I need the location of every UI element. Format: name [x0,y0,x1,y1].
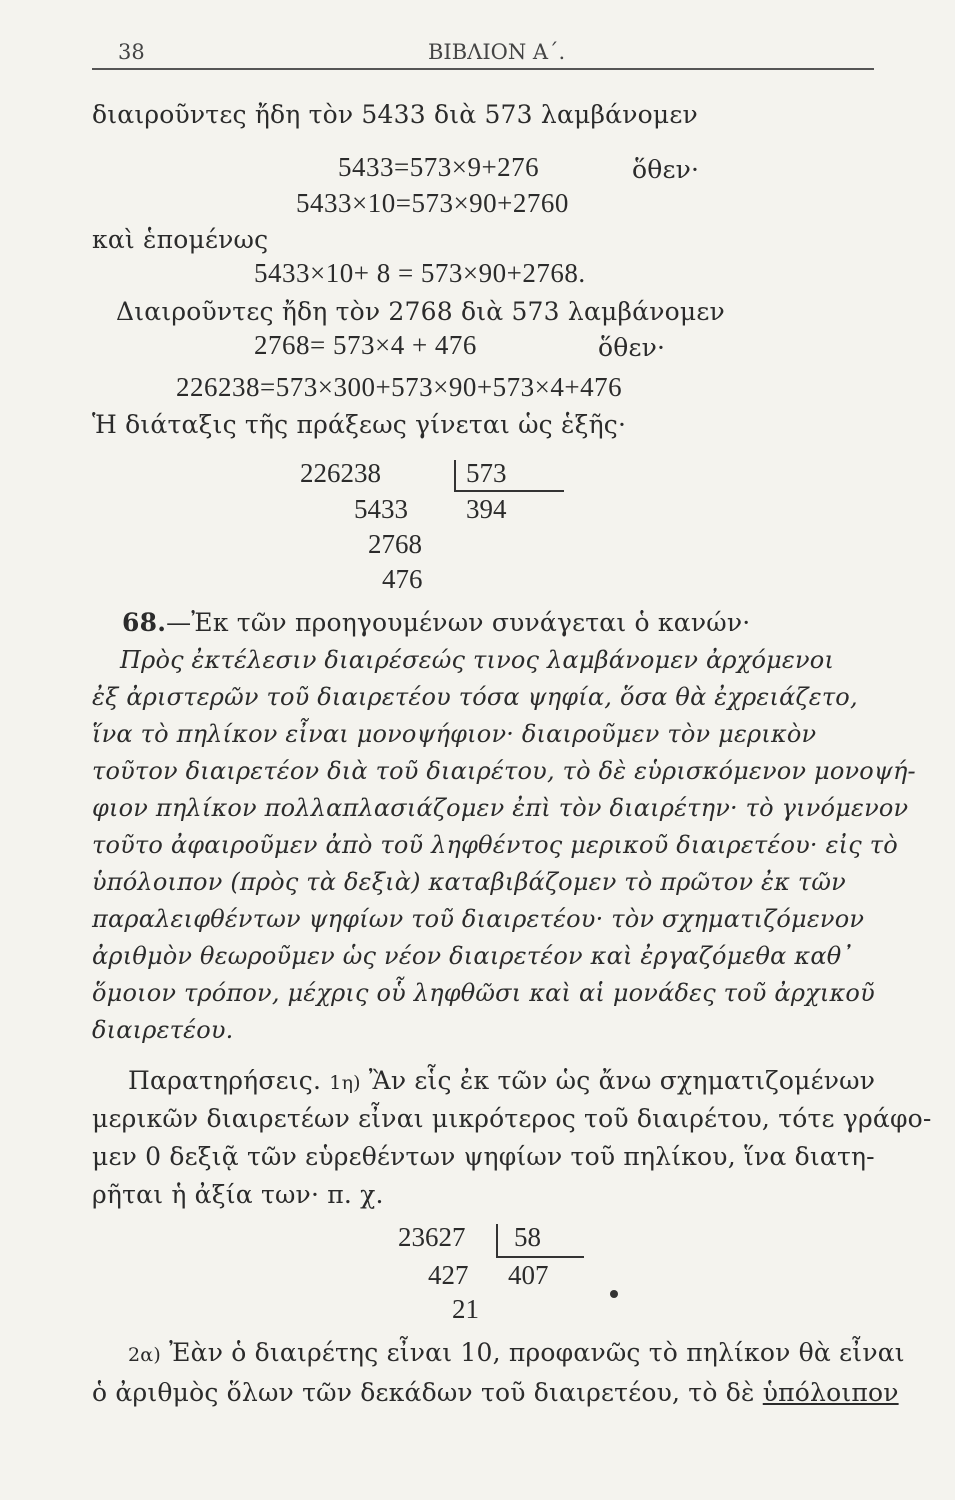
rule-line-8: παραλειφθέντων ψηφίων τοῦ διαιρετέου· τὸν σχηματιζόμενον [92,905,865,933]
ink-spot [610,1290,618,1298]
text-line-1: διαιροῦντες ἤδη τὸν 5433 διὰ 573 λαμβάνομεν [92,100,698,129]
remark-2-line-2-text: ὁ ἀριθμὸς ὅλων τῶν δεκάδων τοῦ διαιρετέου, τὸ δὲ [92,1378,763,1407]
equation-5: 226238=573×300+573×90+573×4+476 [176,372,623,402]
division2-step-1: 427 [428,1260,469,1290]
remark-2-number: 2α) [128,1344,161,1366]
division2-divisor: 58 [514,1222,541,1252]
rule-line-3: ἵνα τὸ πηλίκον εἶναι μονοψήφιον· διαιροῦμεν τὸν μερικὸν [92,720,817,748]
remarks-line-3: μεν 0 δεξιᾷ τῶν εὑρεθέντων ψηφίων τοῦ πηλίκου, ἵνα διατη- [92,1142,875,1171]
division2-quotient: 407 [508,1260,549,1290]
division2-horizontal-bar [496,1256,584,1258]
page-number: 38 [118,40,145,64]
rule-line-9: ἀριθμὸν θεωροῦμεν ὡς νέον διαιρετέον καὶ ἐργαζόμεθα καθ᾽ [92,942,854,970]
text-line-6: Διαιροῦντες ἤδη τὸν 2768 διὰ 573 λαμβάνομεν [116,297,725,326]
text-line-4: καὶ ἑπομένως [92,225,269,254]
remarks-line-1 [128,1066,875,1095]
section-68-heading [122,608,750,637]
division1-remainder: 476 [382,564,423,594]
rule-line-7: ὑπόλοιπον (πρὸς τὰ δεξιὰ) καταβιβάζομεν τὸ πρῶτον ἐκ τῶν [92,868,846,896]
remark-2-underlined-word: ὑπόλοιπον [762,1378,899,1407]
rule-line-6: τοῦτο ἀφαιροῦμεν ἀπὸ τοῦ ληφθέντος μερικοῦ διαιρετέου· εἰς τὸ [92,831,898,859]
remarks-title: Παρατηρήσεις. [128,1066,322,1095]
equation-4: 2768= 573×4 + 476 [254,330,477,360]
remark-1-number: 1η) [329,1072,361,1094]
remark-1-text: Ἂν εἷς ἐκ τῶν ὡς ἄνω σχηματιζομένων [368,1066,876,1095]
division2-vertical-bar [496,1224,498,1256]
equation-1: 5433=573×9+276 [338,152,540,182]
division1-vertical-bar [454,460,456,490]
remarks-line-4: ρῆται ἡ ἀξία των· π. χ. [92,1180,384,1209]
header-rule [92,68,874,70]
equation-4-suffix: ὅθεν· [598,333,666,362]
division1-quotient: 394 [466,494,507,524]
rule-line-11: διαιρετέου. [92,1016,234,1044]
division1-step-2: 2768 [368,529,422,559]
rule-line-2: ἐξ ἀριστερῶν τοῦ διαιρετέου τόσα ψηφία, ὅσα θὰ ἐχρειάζετο, [92,683,858,711]
division1-divisor: 573 [466,458,507,488]
division2-remainder: 21 [452,1294,479,1324]
rule-line-4: τοῦτον διαιρετέον διὰ τοῦ διαιρέτου, τὸ δὲ εὑρισκόμενον μονοψή- [92,757,916,785]
remark-2-text: Ἐὰν ὁ διαιρέτης εἶναι 10, προφανῶς τὸ πηλίκον θὰ εἶναι [169,1338,905,1367]
division2-dividend: 23627 [398,1222,466,1252]
remark-2-line-1 [128,1338,905,1367]
equation-3: 5433×10+ 8 = 573×90+2768. [254,258,586,288]
division1-horizontal-bar [454,490,564,492]
remarks-line-2: μερικῶν διαιρετέων εἶναι μικρότερος τοῦ διαιρέτου, τότε γράφο- [92,1104,932,1133]
equation-1-suffix: ὅθεν· [632,155,700,184]
rule-line-1: Πρὸς ἐκτέλεσιν διαιρέσεώς τινος λαμβάνομεν ἀρχόμενοι [120,646,835,674]
rule-line-5: φιον πηλίκον πολλαπλασιάζομεν ἐπὶ τὸν διαιρέτην· τὸ γινόμενον [92,794,909,822]
rule-line-10: ὅμοιον τρόπον, μέχρις οὗ ληφθῶσι καὶ αἱ μονάδες τοῦ ἀρχικοῦ [92,979,875,1007]
section-intro: —Ἐκ τῶν προηγουμένων συνάγεται ὁ κανών· [166,608,751,637]
division1-dividend: 226238 [300,458,381,488]
division1-step-1: 5433 [354,494,408,524]
equation-2: 5433×10=573×90+2760 [296,188,569,218]
remark-2-line-2 [92,1378,899,1407]
text-line-9: Ἡ διάταξις τῆς πράξεως γίνεται ὡς ἑξῆς· [92,410,627,439]
section-number: 68. [122,608,167,637]
running-title: ΒΙΒΛΙΟΝ Α΄. [428,40,566,64]
